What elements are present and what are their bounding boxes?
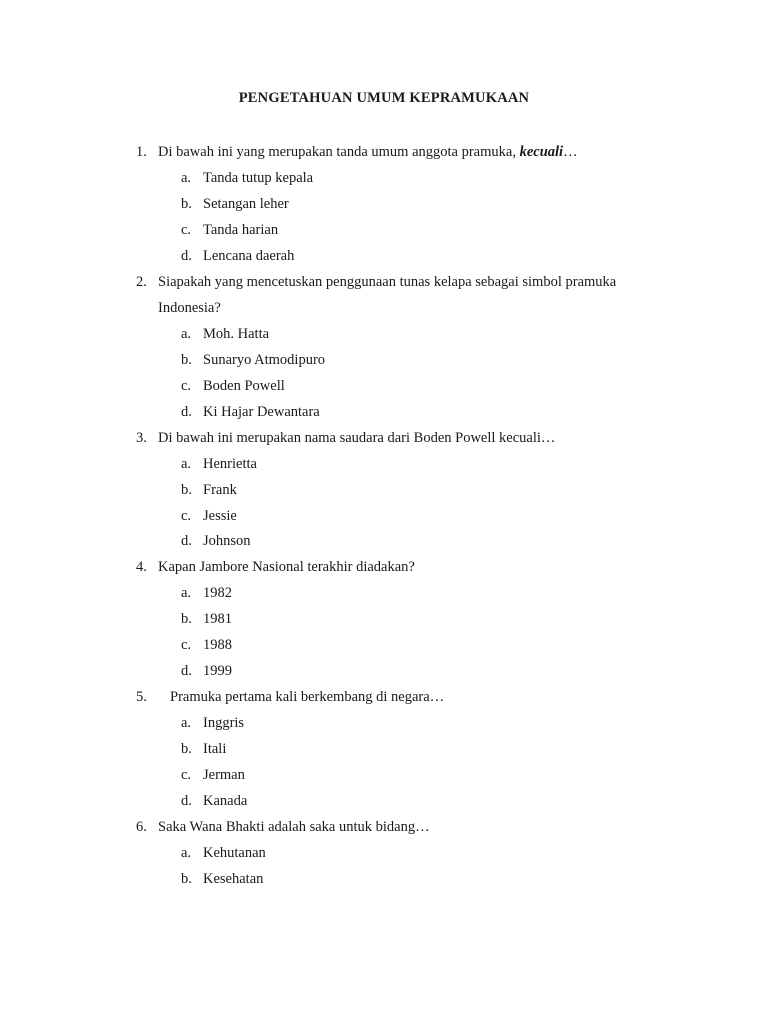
option-text: Tanda tutup kepala bbox=[203, 170, 314, 186]
option-text: Tanda harian bbox=[203, 222, 279, 238]
option-letter: a. bbox=[181, 715, 192, 731]
option-text: Inggris bbox=[203, 715, 245, 731]
question-text: Pramuka pertama kali berkembang di negara… bbox=[170, 689, 445, 705]
option-text: Sunaryo Atmodipuro bbox=[203, 352, 326, 368]
question-number: 5. bbox=[136, 689, 147, 705]
option-letter: c. bbox=[181, 637, 192, 653]
option-text: Kanada bbox=[203, 793, 248, 809]
option-text: Setangan leher bbox=[203, 196, 289, 212]
option-letter: b. bbox=[181, 352, 192, 368]
option-text: Johnson bbox=[203, 533, 251, 549]
option-letter: d. bbox=[181, 248, 192, 264]
question-text: Saka Wana Bhakti adalah saka untuk bidang… bbox=[158, 819, 430, 835]
option-letter: b. bbox=[181, 741, 192, 757]
option-letter: c. bbox=[181, 767, 192, 783]
option-letter: c. bbox=[181, 508, 192, 524]
option-text: Itali bbox=[203, 741, 227, 757]
question-text: Siapakah yang mencetuskan penggunaan tunas kelapa sebagai simbol pramuka bbox=[158, 274, 617, 290]
option-text: 1981 bbox=[203, 611, 232, 627]
option-text: 1982 bbox=[203, 585, 232, 601]
document-title: PENGETAHUAN UMUM KEPRAMUKAAN bbox=[238, 90, 530, 106]
question-emphasis: kecuali bbox=[519, 144, 564, 160]
option-letter: d. bbox=[181, 793, 192, 809]
option-letter: a. bbox=[181, 326, 192, 342]
question-text-continued: Indonesia? bbox=[158, 300, 221, 316]
option-letter: b. bbox=[181, 611, 192, 627]
question-number: 1. bbox=[136, 144, 147, 160]
option-letter: c. bbox=[181, 222, 192, 238]
question-text bbox=[158, 143, 578, 161]
option-text: Jerman bbox=[203, 767, 245, 783]
option-text: Moh. Hatta bbox=[203, 326, 270, 342]
option-text: Lencana daerah bbox=[203, 248, 295, 264]
option-text: Henrietta bbox=[203, 456, 257, 472]
option-text: Kesehatan bbox=[203, 871, 264, 887]
question-number: 2. bbox=[136, 274, 147, 290]
option-text: Jessie bbox=[203, 508, 237, 524]
option-letter: b. bbox=[181, 196, 192, 212]
option-letter: b. bbox=[181, 482, 192, 498]
question-number: 6. bbox=[136, 819, 147, 835]
option-letter: d. bbox=[181, 533, 192, 549]
option-letter: a. bbox=[181, 845, 192, 861]
question-text: Kapan Jambore Nasional terakhir diadakan? bbox=[158, 559, 415, 575]
option-text: 1988 bbox=[203, 637, 232, 653]
option-letter: c. bbox=[181, 378, 192, 394]
question-text-part: … bbox=[563, 144, 578, 160]
option-letter: d. bbox=[181, 663, 192, 679]
option-text: Kehutanan bbox=[203, 845, 266, 861]
option-letter: a. bbox=[181, 170, 192, 186]
question-text-part: Di bawah ini yang merupakan tanda umum anggota pramuka, bbox=[158, 144, 520, 160]
option-letter: a. bbox=[181, 585, 192, 601]
option-letter: b. bbox=[181, 871, 192, 887]
question-number: 4. bbox=[136, 559, 147, 575]
question-number: 3. bbox=[136, 430, 147, 446]
option-text: Boden Powell bbox=[203, 378, 285, 394]
option-letter: a. bbox=[181, 456, 192, 472]
option-text: Ki Hajar Dewantara bbox=[203, 404, 320, 420]
option-text: Frank bbox=[203, 482, 237, 498]
option-text: 1999 bbox=[203, 663, 232, 679]
question-text: Di bawah ini merupakan nama saudara dari Boden Powell kecuali… bbox=[158, 430, 556, 446]
option-letter: d. bbox=[181, 404, 192, 420]
